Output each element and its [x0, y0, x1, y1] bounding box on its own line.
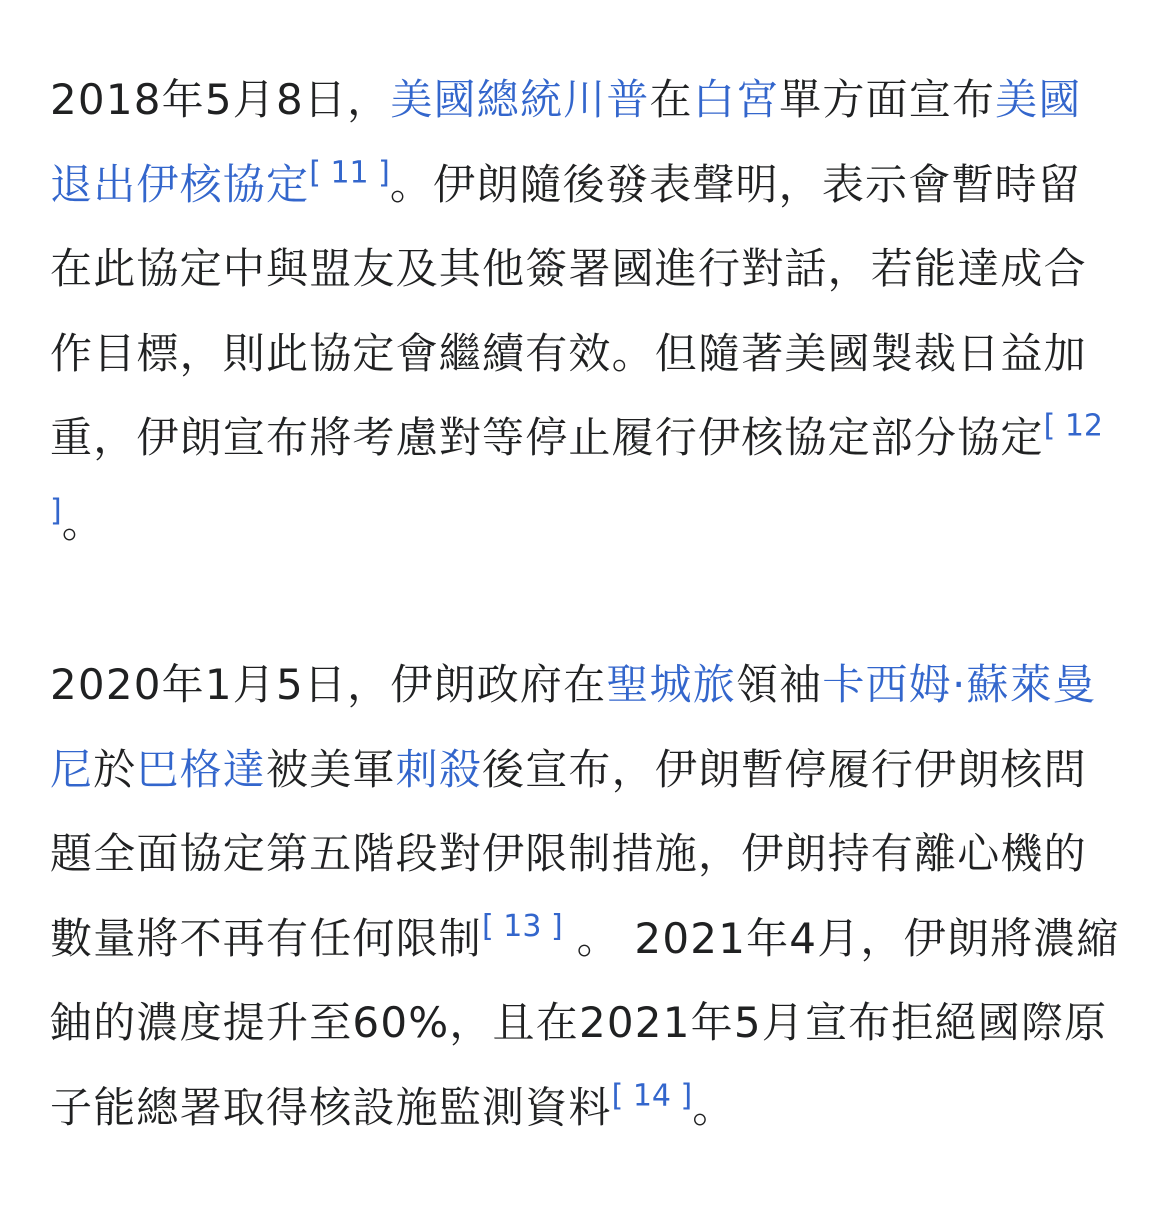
citation-ref-13	[482, 909, 563, 944]
link-quds-force[interactable]: 聖城旅	[606, 660, 736, 709]
paragraph-text: 。伊朗隨後發表聲明，表示會暫時留在此協定中與盟友及其他簽署國進行對話，若能達成合作目標，則此協定會繼續有效。但隨著美國製裁日益加重，伊朗宣布將考慮對等停止履行伊核協定部分協定	[50, 159, 1087, 462]
paragraph-text: 於	[93, 744, 137, 794]
citation-link-11[interactable]: [ 11 ]	[309, 155, 390, 190]
paragraph-text: 2018年5月8日，	[50, 75, 391, 124]
link-baghdad[interactable]: 巴格達	[136, 744, 267, 794]
citation-link-14[interactable]: [ 14 ]	[611, 1078, 693, 1113]
paragraph-text: 領袖	[735, 660, 823, 709]
citation-link-12[interactable]: [ 12 ]	[50, 408, 1104, 528]
paragraph-2018-withdrawal	[50, 58, 1120, 565]
link-us-withdrawal-jcpoa[interactable]: 美國退出伊核協定	[50, 75, 1082, 209]
paragraph-text: 在	[649, 75, 693, 124]
paragraph-text: 被美軍	[266, 744, 396, 794]
article-body	[50, 58, 1120, 1150]
link-white-house[interactable]: 白宮	[692, 75, 780, 124]
paragraph-text: 。 2021年4月，伊朗將濃縮鈾的濃度提升至60%，且在2021年5月宣布拒絕國際原子能總署取得核設施監測資料	[50, 913, 1120, 1132]
paragraph-text: 單方面宣布	[779, 75, 996, 124]
citation-ref-11	[309, 155, 390, 190]
link-us-president-trump[interactable]: 美國總統川普	[390, 75, 650, 124]
paragraph-text: 2020年1月5日，伊朗政府在	[50, 660, 607, 709]
link-qasem-soleimani[interactable]: 卡西姆·蘇萊曼尼	[50, 660, 1097, 794]
link-assassination[interactable]: 刺殺	[395, 744, 483, 794]
paragraph-text: 。	[692, 1082, 736, 1132]
paragraph-text: 。	[61, 497, 105, 547]
paragraph-2020-suspension	[50, 643, 1120, 1150]
citation-ref-14	[612, 1078, 693, 1113]
citation-link-13[interactable]: [ 13 ]	[482, 909, 563, 944]
paragraph-text: 後宣布，伊朗暫停履行伊朗核問題全面協定第五階段對伊限制措施，伊朗持有離心機的數量將不再有任何限制	[50, 744, 1087, 963]
